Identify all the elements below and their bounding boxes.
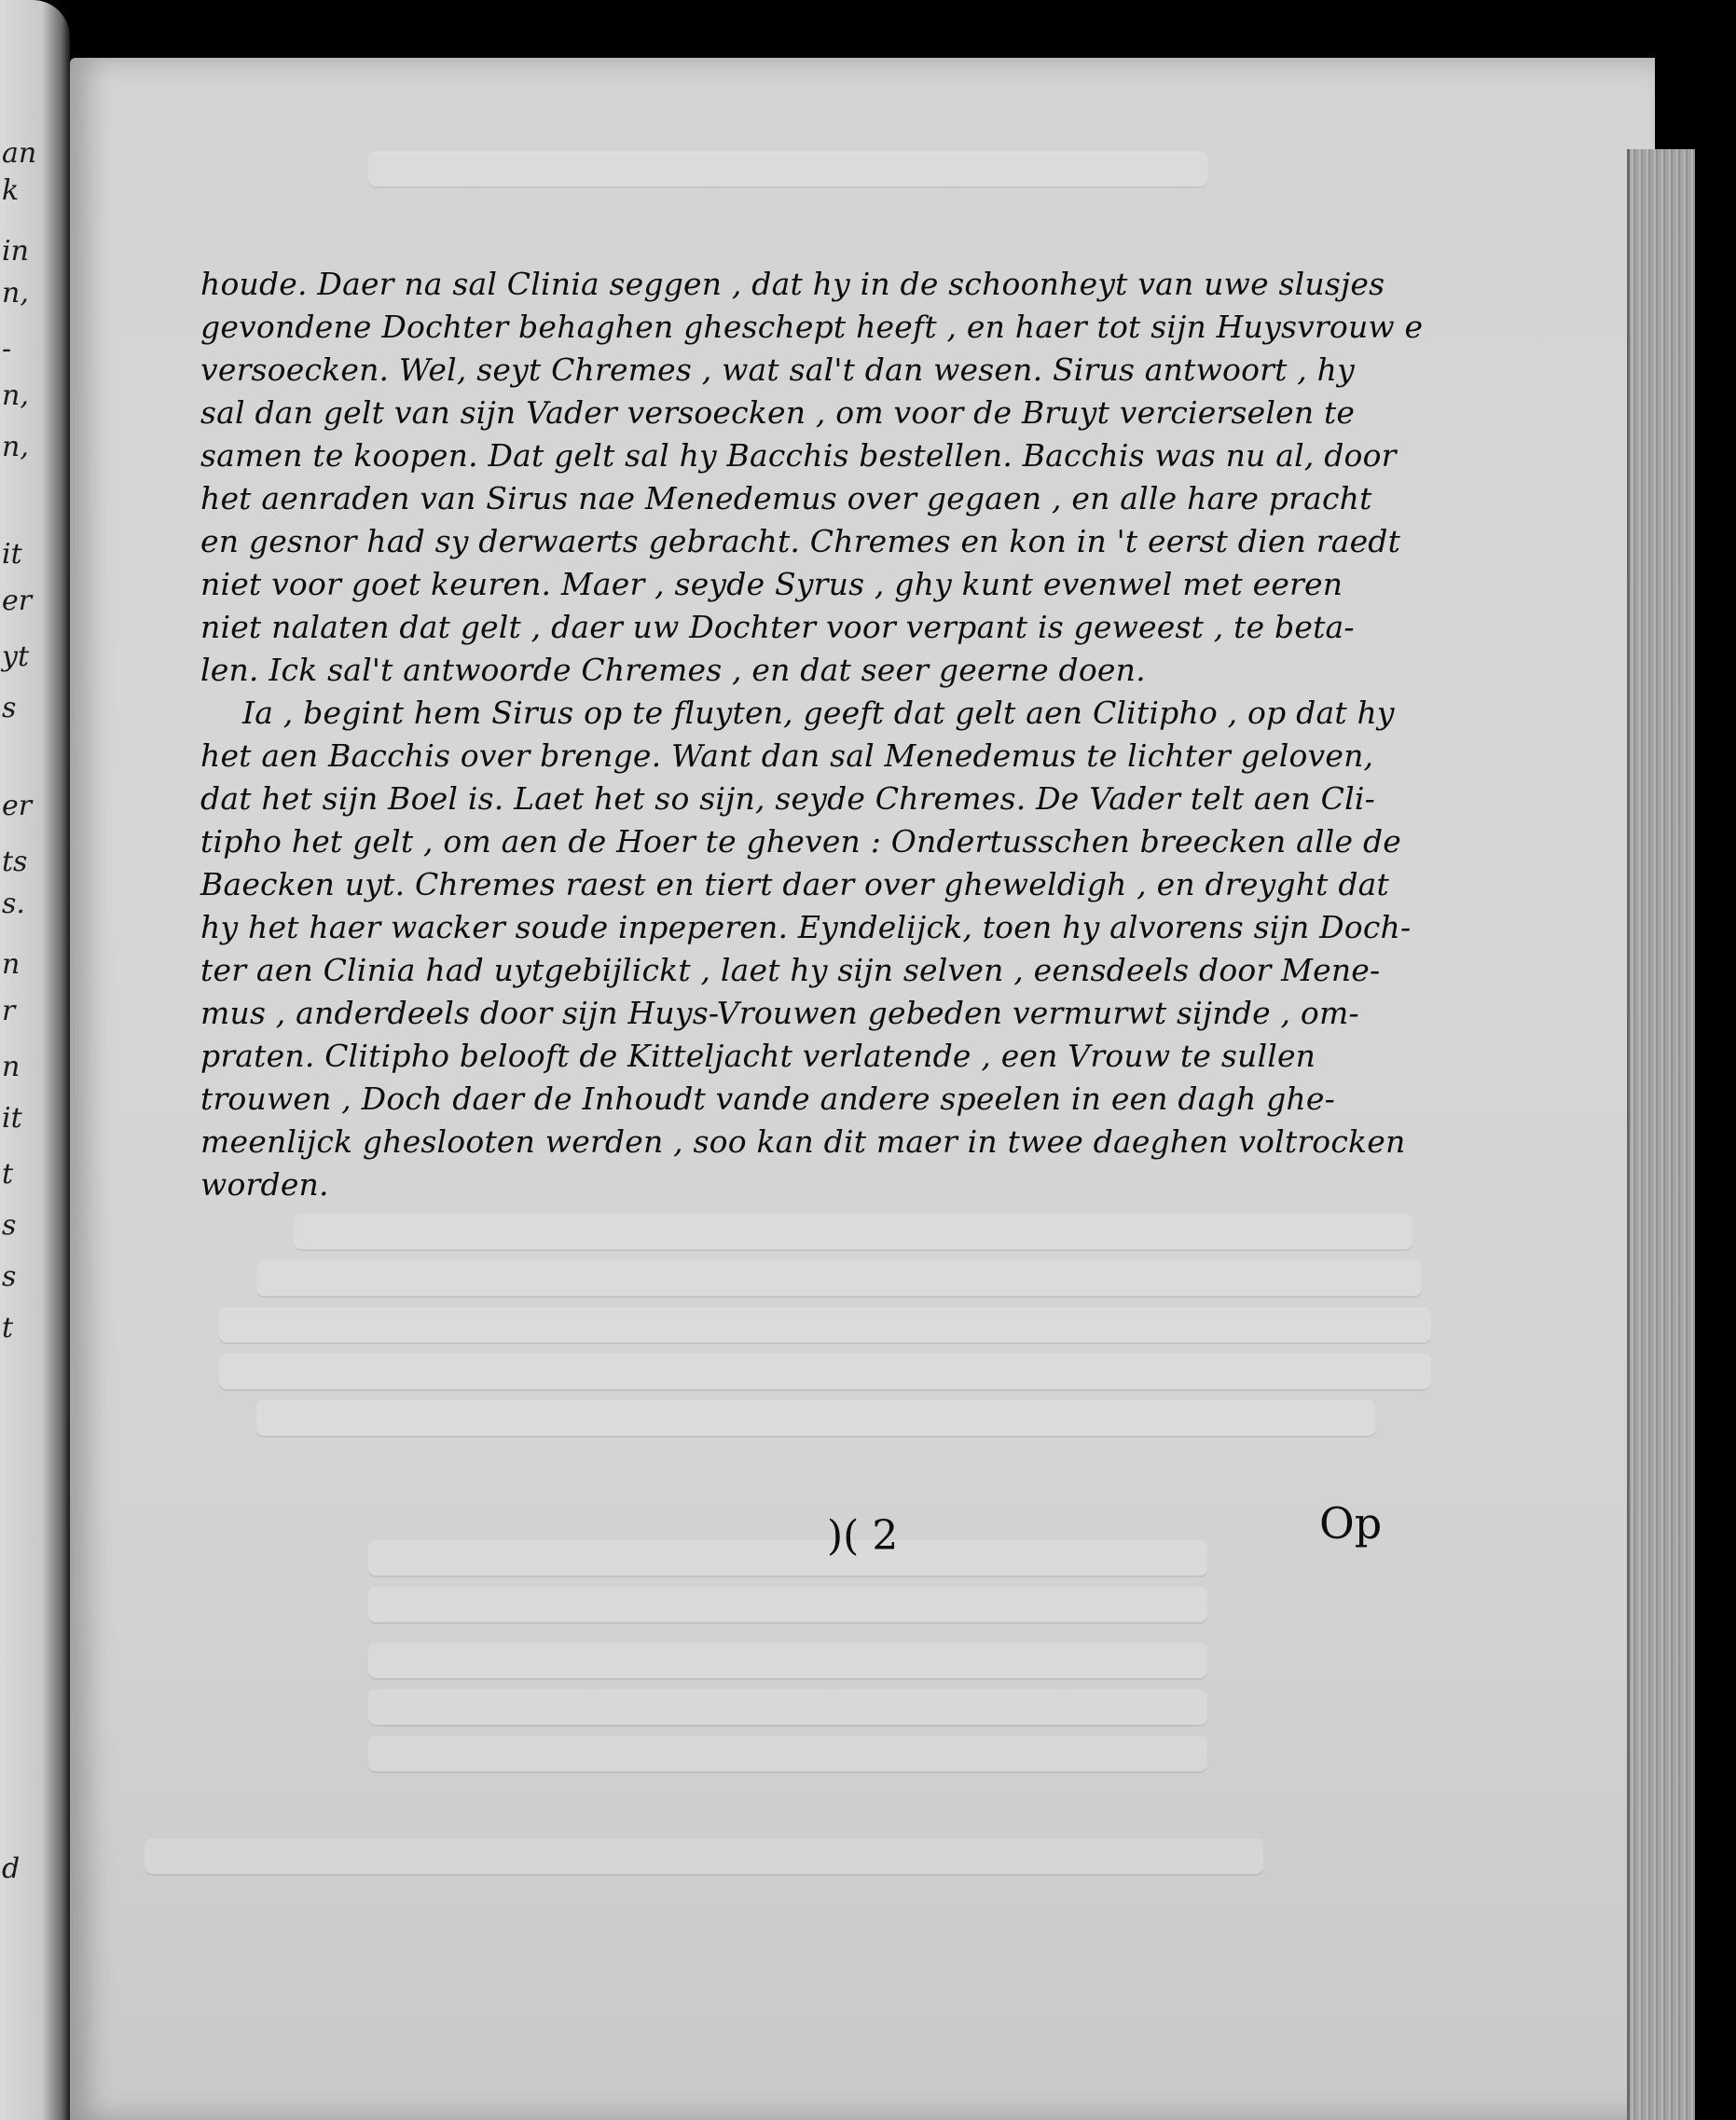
left-page-fragment: yt [2,640,30,673]
left-page-fragment: s. [2,888,25,920]
text-line: gevondene Dochter behaghen gheschept heeft , en haer tot sijn Huysvrouw e [200,309,1424,345]
show-through-line [368,1736,1207,1771]
show-through-line [294,1214,1412,1249]
text-line: len. Ick sal't antwoorde Chremes , en dat seer geerne doen. [200,652,1146,688]
text-line: sal dan gelt van sijn Vader versoecken , om voor de Bruyt vercierselen te [200,394,1356,431]
show-through-line [256,1400,1375,1436]
show-through-line [368,1689,1207,1725]
text-line: dat het sijn Boel is. Laet het so sijn, seyde Chremes. De Vader telt aen Cli- [200,780,1375,817]
show-through-line [219,1354,1431,1389]
text-line: hy het haer wacker soude inpeperen. Eyndelijck, toen hy alvorens sijn Doch- [200,909,1412,945]
text-line: samen te koopen. Dat gelt sal hy Bacchis bestellen. Bacchis was nu al, door [200,437,1397,474]
page-block-edge [1627,149,1695,2120]
right-page [70,58,1655,2120]
left-page-fragment: n, [2,431,29,463]
show-through-line [256,1260,1422,1296]
show-through-line [368,1540,1207,1576]
text-line: worden. [200,1166,329,1203]
left-page-fragment: in [2,235,29,268]
catchword: Op [1319,1498,1383,1549]
left-page-fragment: it [2,538,22,571]
text-line: mus , anderdeels door sijn Huys-Vrouwen gebeden vermurwt sijnde , om- [200,995,1359,1031]
text-line: ter aen Clinia had uytgebijlickt , laet hy sijn selven , eensdeels door Mene- [200,952,1381,988]
text-line: meenlijck gheslooten werden , soo kan dit maer in twee daeghen voltrocken [200,1123,1406,1160]
left-page-fragment: k [2,174,20,207]
text-line: houde. Daer na sal Clinia seggen , dat hy in de schoonheyt van uwe slusjes [200,266,1385,302]
text-line: Baecken uyt. Chremes raest en tiert daer over gheweldigh , en dreyght dat [200,866,1389,902]
show-through-line [368,151,1207,186]
left-page-fragment: er [2,790,33,822]
left-page-fragment: s [2,1209,17,1242]
left-page-fragment: s [2,1260,17,1293]
left-page-fragment: t [2,1312,14,1344]
show-through-line [219,1307,1431,1342]
left-page-fragment: r [2,995,16,1027]
left-page-fragment: er [2,585,33,617]
left-page-fragment: n, [2,277,29,310]
text-line: tipho het gelt , om aen de Hoer te gheven : Ondertusschen breecken alle de [200,823,1402,860]
text-line: trouwen , Doch daer de Inhoudt vande andere speelen in een dagh ghe- [200,1081,1335,1117]
text-line: niet nalaten dat gelt , daer uw Dochter voor verpant is geweest , te beta- [200,609,1355,645]
show-through-line [145,1838,1263,1874]
left-page-fragment: n, [2,379,29,412]
text-line: Ia , begint hem Sirus op te fluyten, geeft dat gelt aen Clitipho , op dat hy [242,695,1395,731]
left-page-fragment: n [2,1051,21,1083]
show-through-line [368,1587,1207,1622]
left-page-fragment: - [2,333,12,365]
text-line: het aenraden van Sirus nae Menedemus over gegaen , en alle hare pracht [200,480,1372,516]
left-page-edge [0,0,70,2120]
left-page-fragment: ts [2,846,28,878]
text-line: praten. Clitipho belooft de Kitteljacht verlatende , een Vrouw te sullen [200,1038,1316,1074]
signature-mark: )( 2 [827,1512,899,1560]
left-page-fragment: t [2,1158,14,1191]
left-page-fragment: an [2,137,37,170]
left-page-fragment: it [2,1102,22,1135]
show-through-line [368,1643,1207,1678]
text-line: het aen Bacchis over brenge. Want dan sal Menedemus te lichter geloven, [200,737,1374,774]
body-text [200,263,1424,1206]
left-page-fragment: n [2,948,21,981]
left-page-fragment: s [2,692,17,724]
text-line: niet voor goet keuren. Maer , seyde Syrus , ghy kunt evenwel met eeren [200,566,1343,602]
text-line: en gesnor had sy derwaerts gebracht. Chremes en kon in 't eerst dien raedt [200,523,1401,559]
left-page-fragment: d [2,1852,21,1885]
text-line: versoecken. Wel, seyt Chremes , wat sal't dan wesen. Sirus antwoort , hy [200,351,1355,388]
